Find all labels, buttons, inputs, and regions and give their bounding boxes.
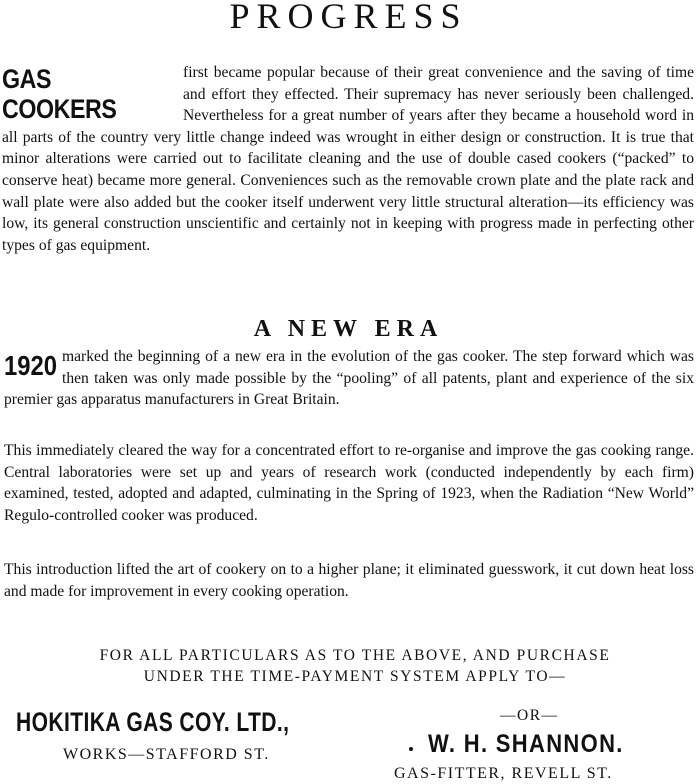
reorganise-paragraph: This immediately cleared the way for a concentrated effort to re-organise and improve the gas cooking range. Central laboratories were set up and years of research work (conducted independently by each firm) examined, tested, adopted and adapted, culminating in the Spring of 1923, when the Radiation “New World” Regulo-controlled cooker was produced.: [4, 442, 694, 524]
page-title: PROGRESS: [229, 0, 468, 36]
firm-one-name: HOKITIKA GAS COY. LTD.,: [16, 707, 290, 737]
apply-notice: [40, 645, 670, 687]
introduction-paragraph: This introduction lifted the art of cookery on to a higher plane; it eliminated guesswork, it cut down heat loss and made for improvement in every cooking operation.: [4, 561, 694, 600]
firm-two-address: GAS-FITTER, REVELL ST.: [394, 765, 613, 782]
new-era-paragraph: [4, 346, 694, 411]
firm-one-address: WORKS—STAFFORD ST.: [63, 746, 270, 763]
new-era-text: marked the beginning of a new era in the evolution of the gas cooker. The step forward which was then taken was only made possible by the “pooling” of all patents, plant and experience of the six premier gas apparatus manufacturers in Great Britain.: [4, 348, 694, 409]
or-separator: —OR—: [500, 707, 559, 724]
intro-text: first became popular because of their great convenience and the saving of time and effort they effected. Their supremacy has never seriously been challenged. Nevertheless for a great number of years after they became a household word in all parts of the country very little change indeed was wrought in either design or construction. It is true that minor alterations were carried out to facilitate cleaning and the use of double cased cookers (“packed” to conserve heat) became more general. Conveniences such as the removable crown plate and the plate rack and wall plate were also added but the cooker itself underwent very little structural alteration—its efficiency was low, its general construction unscientific and certainly not in keeping with progress made in perfecting other types of gas equipment.: [2, 64, 694, 254]
apply-line-1: FOR ALL PARTICULARS AS TO THE ABOVE, AND PURCHASE: [99, 647, 611, 664]
intro-paragraph: [2, 62, 694, 256]
firm-two-name: W. H. SHANNON.: [428, 730, 624, 758]
apply-line-2: UNDER THE TIME-PAYMENT SYSTEM APPLY TO—: [143, 668, 567, 685]
bullet-dot-icon: [409, 747, 413, 751]
new-era-heading: A NEW ERA: [253, 316, 444, 342]
intro-lead: GAS COOKERS: [2, 64, 117, 124]
new-era-lead-year: 1920: [4, 350, 57, 381]
